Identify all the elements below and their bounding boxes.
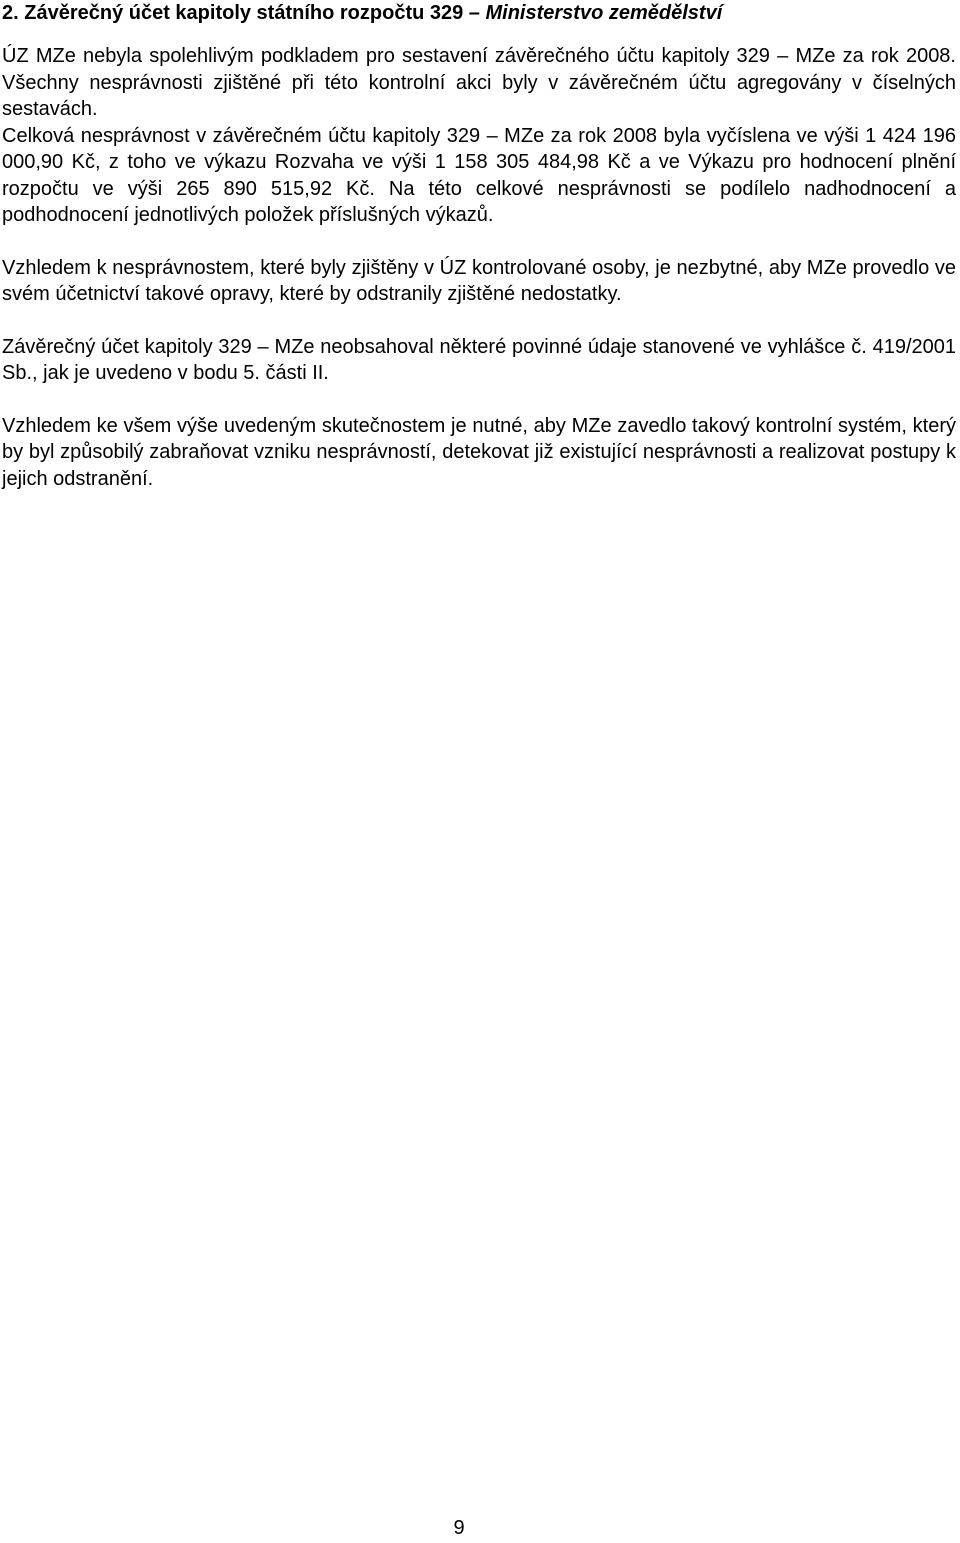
section-heading: [2, 0, 956, 26]
page-number: 9: [453, 1517, 465, 1539]
paragraph-missing-data: Závěrečný účet kapitoly 329 – MZe neobsahoval některé povinné údaje stanovené ve vyhlášce č. 419/2001 Sb., jak je uvedeno v bodu 5. části II.: [2, 335, 956, 384]
section-heading-text: 2. Závěrečný účet kapitoly státního rozpočtu 329 –: [2, 2, 486, 24]
paragraph-total-misstatement: Celková nesprávnost v závěrečném účtu kapitoly 329 – MZe za rok 2008 byla vyčíslena ve výši 1 424 196 000,90 Kč, z toho ve výkazu Rozvaha ve výši 1 158 305 484,98 Kč a ve Výkazu pro hodnocení plnění rozpočtu ve výši 265 890 515,92 Kč. Na této celkové nesprávnosti se podílelo nadhodnocení a podhodnocení jednotlivých položek příslušných výkazů.: [2, 124, 956, 226]
document-body: [2, 0, 956, 492]
section-heading-ministry: Ministerstvo zemědělství: [485, 2, 723, 24]
paragraph-corrections-needed: Vzhledem k nesprávnostem, které byly zjištěny v ÚZ kontrolované osoby, je nezbytné, aby MZe provedlo ve svém účetnictví takové opravy, které by odstranily zjištěné nedostatky.: [2, 256, 956, 305]
paragraph-control-system: Vzhledem ke všem výše uvedeným skutečnostem je nutné, aby MZe zavedlo takový kontrolní systém, který by byl způsobilý zabraňovat vzniku nesprávností, detekovat již existující nesprávnosti a realizovat postupy k jejich odstranění.: [2, 414, 956, 490]
paragraph-uz-reliability: ÚZ MZe nebyla spolehlivým podkladem pro sestavení závěrečného účtu kapitoly 329 – MZe za rok 2008. Všechny nesprávnosti zjištěné při této kontrolní akci byly v závěrečném účtu agregovány v číselných sestavách.: [2, 45, 956, 120]
